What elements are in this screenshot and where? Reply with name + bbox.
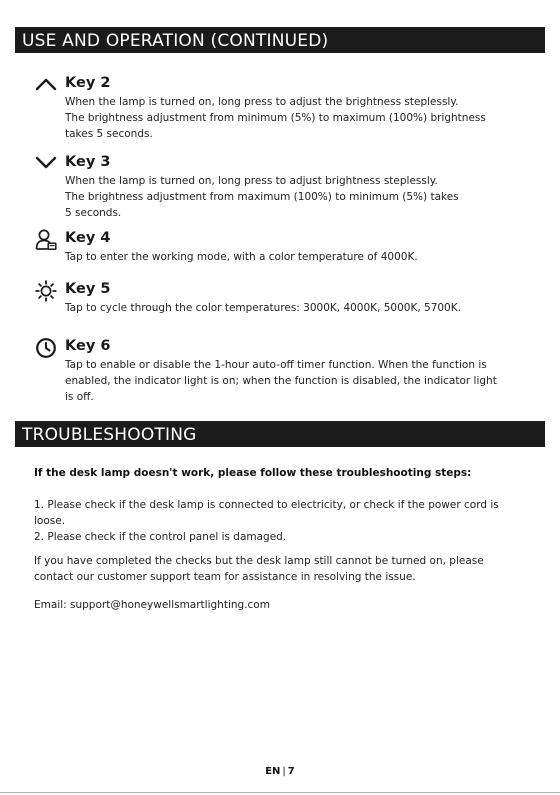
key-3-desc-line: The brightness adjustment from maximum (100%) to minimum (5%) takes [65,191,459,203]
key-5-title: Key 5 [65,281,111,297]
key-2-desc-line: takes 5 seconds. [65,128,153,140]
key-4-description [65,249,525,265]
key-6-desc-line: Tap to enable or disable the 1-hour auto-off timer function. When the function is [65,359,487,371]
key-5-desc-line: Tap to cycle through the color temperatures: 3000K, 4000K, 5000K, 5700K. [65,302,461,314]
key-4-desc-line: Tap to enter the working mode, with a color temperature of 4000K. [65,251,418,263]
contact-line: contact our customer support team for assistance in resolving the issue. [34,571,416,583]
key-2-description [65,94,525,142]
step-1-line: loose. [34,515,66,527]
sun-icon [35,280,57,302]
support-contact-paragraph [34,553,484,585]
key-3-description [65,173,525,221]
step-2-line: 2. Please check if the control panel is damaged. [34,531,287,543]
key-4-title: Key 4 [65,230,111,246]
troubleshooting-intro [34,465,471,481]
support-email [34,597,270,613]
bottom-divider [0,792,560,793]
contact-line: If you have completed the checks but the desk lamp still cannot be turned on, please [34,555,484,567]
key-5-description [65,300,525,316]
chevron-down-icon [35,153,57,175]
key-3-desc-line: 5 seconds. [65,207,122,219]
footer-language: EN [265,766,281,777]
key-3-desc-line: When the lamp is turned on, long press to adjust brightness steplessly. [65,175,438,187]
key-6-desc-line: is off. [65,391,94,403]
work-mode-icon [35,229,57,251]
troubleshooting-steps [34,497,499,545]
footer-separator: | [282,766,286,777]
section-header-troubleshooting: TROUBLESHOOTING [15,421,545,447]
support-email-text: Email: support@honeywellsmartlighting.com [34,599,270,611]
troubleshooting-intro-text: If the desk lamp doesn't work, please follow these troubleshooting steps: [34,467,472,479]
clock-icon [35,337,57,359]
key-2-desc-line: When the lamp is turned on, long press to adjust the brightness steplessly. [65,96,459,108]
section-header-use-and-operation: USE AND OPERATION (CONTINUED) [15,27,545,53]
key-2-desc-line: The brightness adjustment from minimum (5%) to maximum (100%) brightness [65,112,486,124]
key-2-title: Key 2 [65,75,111,91]
key-6-desc-line: enabled, the indicator light is on; when the function is disabled, the indicator light [65,375,497,387]
chevron-up-icon [35,74,57,96]
step-1-line: 1. Please check if the desk lamp is connected to electricity, or check if the power cord is [34,499,499,511]
key-6-title: Key 6 [65,338,111,354]
key-6-description [65,357,525,405]
key-3-title: Key 3 [65,154,111,170]
page-footer [0,766,560,777]
page-number: 7 [287,766,295,777]
